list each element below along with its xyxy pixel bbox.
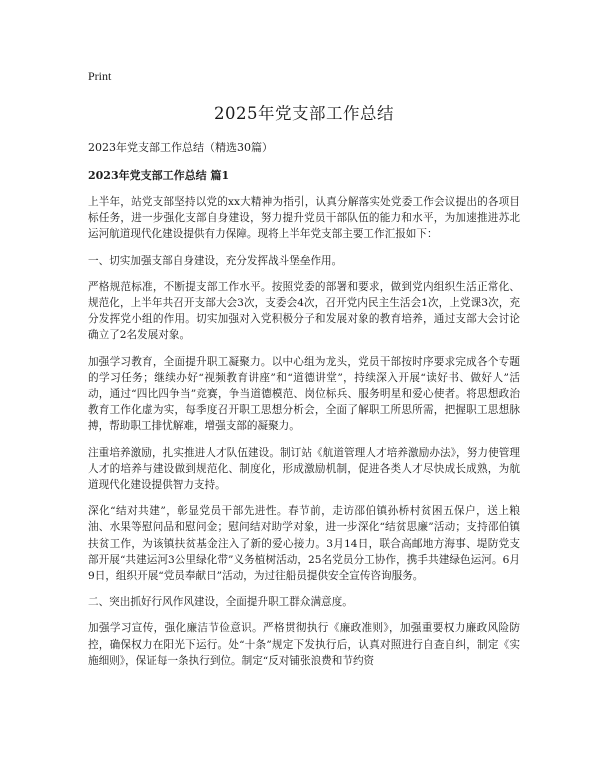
paragraph-talent: 注重培养激励，扎实推进人才队伍建设。制订站《航道管理人才培养激励办法》，努力使管理人才的培养与建设做到规范化、制度化，形成激励机制，促进各类人才尽快成长成熟，为航道现代化建设提供智力支持。 [88,446,520,492]
paragraph-integrity: 加强学习宣传，强化廉洁节俭意识。严格贯彻执行《廉政准则》，加强重要权力廉政风险防控，确保权力在阳光下运行。处“十条”规定下发执行后，认真对照进行自查自纠，制定《实施细则》，保证每一条执行到位。制定“反对铺张浪费和节约资 [88,622,520,667]
paragraph-standards: 严格规范标准，不断提支部工作水平。按照党委的部署和要求，做到党内组织生活正常化、规范化，上半年共召开支部大会3次，支委会4次，召开党内民主生活会1次，上党课3次，充分发挥党小组的作用。切实加强对入党积极分子和发展对象的教育培养，通过支部大会讨论确立了2名发展对象。 [88,280,520,342]
print-link[interactable]: Print [88,69,112,83]
page-title: 2025年党支部工作总结 [214,104,394,123]
document-subtitle: 2023年党支部工作总结（精选30篇） [88,141,273,154]
document-page [88,68,520,679]
paragraph-heading-one: 一、切实加强支部自身建设，充分发挥战斗堡垒作用。 [88,254,343,267]
paragraph-study: 加强学习教育，全面提升职工凝聚力。以中心组为龙头，党员干部按时序要求完成各个专题的学习任务；继续办好“视频教育讲座”和“道德讲堂”，持续深入开展“读好书、做好人”活动，通过“四比四争当”竞赛，争当道德模范、岗位标兵、服务明星和爱心使者。将思想政治教育工作化虚为实，每季度召开职工思想分析会，全面了解职工所思所需，把握职工思想脉搏，帮助职工排忧解难，增强支部的凝聚力。 [88,355,520,433]
section-heading: 2023年党支部工作总结 篇1 [88,169,230,182]
paragraph-intro: 上半年，站党支部坚持以党的xx大精神为指引，认真分解落实处党委工作会议提出的各项目标任务，进一步强化支部自身建设，努力提升党员干部队伍的能力和水平，为加速推进苏北运河航道现代化建设提供有力保障。现将上半年党支部主要工作汇报如下： [88,196,520,241]
paragraph-heading-two: 二、突出抓好行风作风建设，全面提升职工群众满意度。 [88,596,353,609]
paragraph-pairing: 深化“结对共建”，彰显党员干部先进性。春节前，走访邵伯镇孙桥村贫困五保户，送上粮油、水果等慰问品和慰问金；慰问结对助学对象，进一步深化“结贫思廉”活动；支持邵伯镇扶贫工作，为该镇扶贫基金注入了新的爱心接力。3月14日，联合高邮地方海事、堤防党支部开展“共建运河3公里绿化带”义务植树活动，25名党员分工协作，携手共建绿色运河。6月9日，组织开展“党员奉献日”活动，为过往船员提供安全宣传咨询服务。 [88,505,520,583]
